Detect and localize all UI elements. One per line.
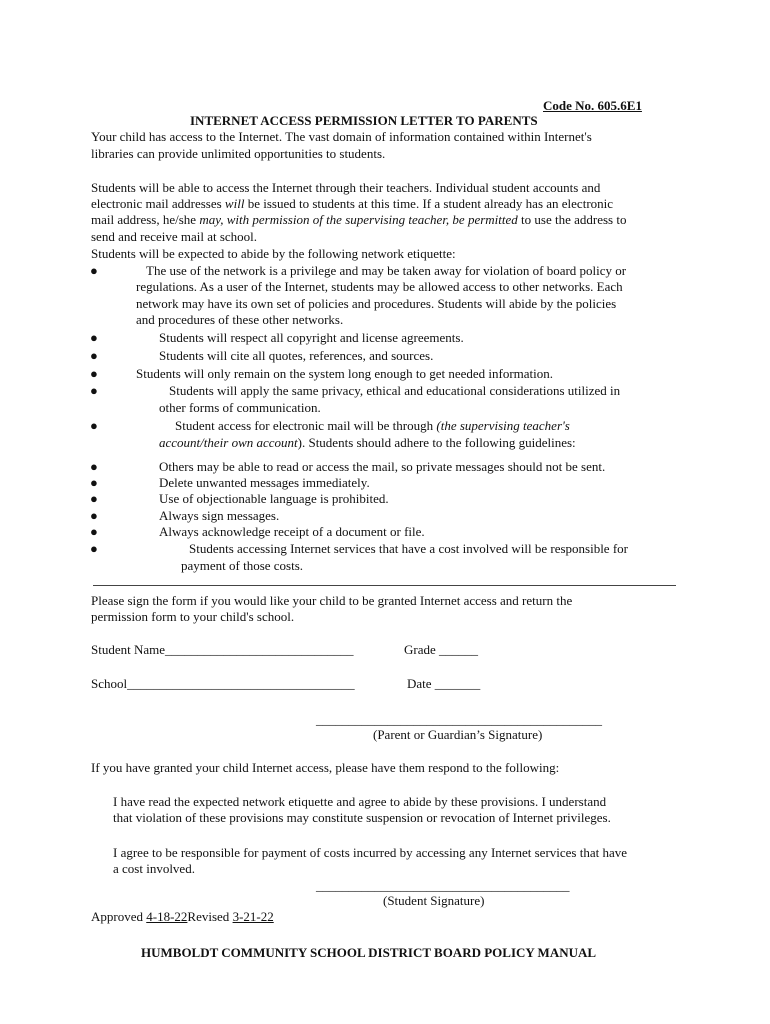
etiquette-item-3: Students will cite all quotes, references, and sources.: [159, 348, 434, 363]
etiquette-item-6-line-1: Student access for electronic mail will be through (the supervising teacher's: [175, 418, 570, 433]
statement-2-line-2: a cost involved.: [113, 861, 195, 876]
guideline-item-1: Others may be able to read or access the mail, so private messages should not be sent.: [159, 459, 606, 474]
code-number: Code No. 605.6E1: [543, 98, 642, 113]
form-instruction-line-1: Please sign the form if you would like your child to be granted Internet access and return the: [91, 593, 573, 608]
form-instruction-line-2: permission form to your child's school.: [91, 609, 295, 624]
bullet-icon: ●: [90, 366, 98, 381]
bullet-icon: ●: [90, 263, 98, 278]
bullet-icon: ●: [90, 491, 98, 506]
student-signature-line[interactable]: _______________________________________: [316, 878, 570, 893]
intro-line-2: libraries can provide unlimited opportunities to students.: [91, 146, 386, 161]
bullet-icon: ●: [90, 475, 98, 490]
etiquette-item-1-line-4: and procedures of these other networks.: [136, 312, 344, 327]
etiquette-item-2: Students will respect all copyright and license agreements.: [159, 330, 464, 345]
bullet-icon: ●: [90, 418, 98, 433]
access-line-3: mail address, he/she may, with permission of the supervising teacher, be permitted to use the address to: [91, 212, 627, 227]
etiquette-item-1-line-3: network may have its own set of policies and procedures. Students will abide by the policies: [136, 296, 617, 311]
guideline-item-4: Always sign messages.: [159, 508, 280, 523]
bullet-icon: ●: [90, 508, 98, 523]
access-line-4: send and receive mail at school.: [91, 229, 258, 244]
student-name-field[interactable]: Student Name_____________________________: [91, 642, 354, 657]
granted-instruction: If you have granted your child Internet access, please have them respond to the following:: [91, 760, 560, 775]
student-signature-caption: (Student Signature): [383, 893, 485, 908]
etiquette-item-1-line-2: regulations. As a user of the Internet, students may be allowed access to other networks. Each: [136, 279, 623, 294]
etiquette-item-4: Students will only remain on the system long enough to get needed information.: [136, 366, 554, 381]
access-line-1: Students will be able to access the Internet through their teachers. Individual student accounts and: [91, 180, 601, 195]
etiquette-item-5-line-2: other forms of communication.: [159, 400, 321, 415]
guideline-item-2: Delete unwanted messages immediately.: [159, 475, 370, 490]
intro-line-1: Your child has access to the Internet. The vast domain of information contained within Internet's: [91, 129, 592, 144]
approval-line: Approved 4-18-22Revised 3-21-22: [91, 909, 274, 924]
policy-manual-footer: HUMBOLDT COMMUNITY SCHOOL DISTRICT BOARD POLICY MANUAL: [141, 945, 597, 960]
approved-date: 4-18-22: [146, 909, 188, 924]
bullet-icon: ●: [90, 541, 98, 556]
bullet-icon: ●: [90, 348, 98, 363]
bullet-icon: ●: [90, 524, 98, 539]
document-title: INTERNET ACCESS PERMISSION LETTER TO PARENTS: [190, 113, 538, 128]
statement-1-line-1: I have read the expected network etiquette and agree to abide by these provisions. I understand: [113, 794, 607, 809]
bullet-icon: ●: [90, 383, 98, 398]
grade-field[interactable]: Grade ______: [404, 642, 479, 657]
revised-date: 3-21-22: [232, 909, 274, 924]
bullet-icon: ●: [90, 459, 98, 474]
etiquette-item-1-line-1: The use of the network is a privilege and may be taken away for violation of board policy or: [146, 263, 627, 278]
access-line-2: electronic mail addresses will be issued to students at this time. If a student already has an electronic: [91, 196, 614, 211]
statement-1-line-2: that violation of these provisions may constitute suspension or revocation of Internet privileges.: [113, 810, 611, 825]
school-field[interactable]: School___________________________________: [91, 676, 355, 691]
parent-signature-line[interactable]: ____________________________________________: [316, 712, 602, 727]
guideline-item-3: Use of objectionable language is prohibited.: [159, 491, 389, 506]
guideline-item-6-line-2: payment of those costs.: [181, 558, 304, 573]
etiquette-item-6-line-2: account/their own account). Students should adhere to the following guidelines:: [159, 435, 576, 450]
guideline-item-5: Always acknowledge receipt of a document or file.: [159, 524, 425, 539]
access-line-5: Students will be expected to abide by the following network etiquette:: [91, 246, 456, 261]
bullet-icon: ●: [90, 330, 98, 345]
statement-2-line-1: I agree to be responsible for payment of costs incurred by accessing any Internet services that have: [113, 845, 628, 860]
parent-signature-caption: (Parent or Guardian’s Signature): [373, 727, 543, 742]
date-field[interactable]: Date _______: [407, 676, 481, 691]
section-divider: [93, 585, 676, 586]
etiquette-item-5-line-1: Students will apply the same privacy, ethical and educational considerations utilized in: [169, 383, 621, 398]
guideline-item-6-line-1: Students accessing Internet services that have a cost involved will be responsible for: [189, 541, 628, 556]
